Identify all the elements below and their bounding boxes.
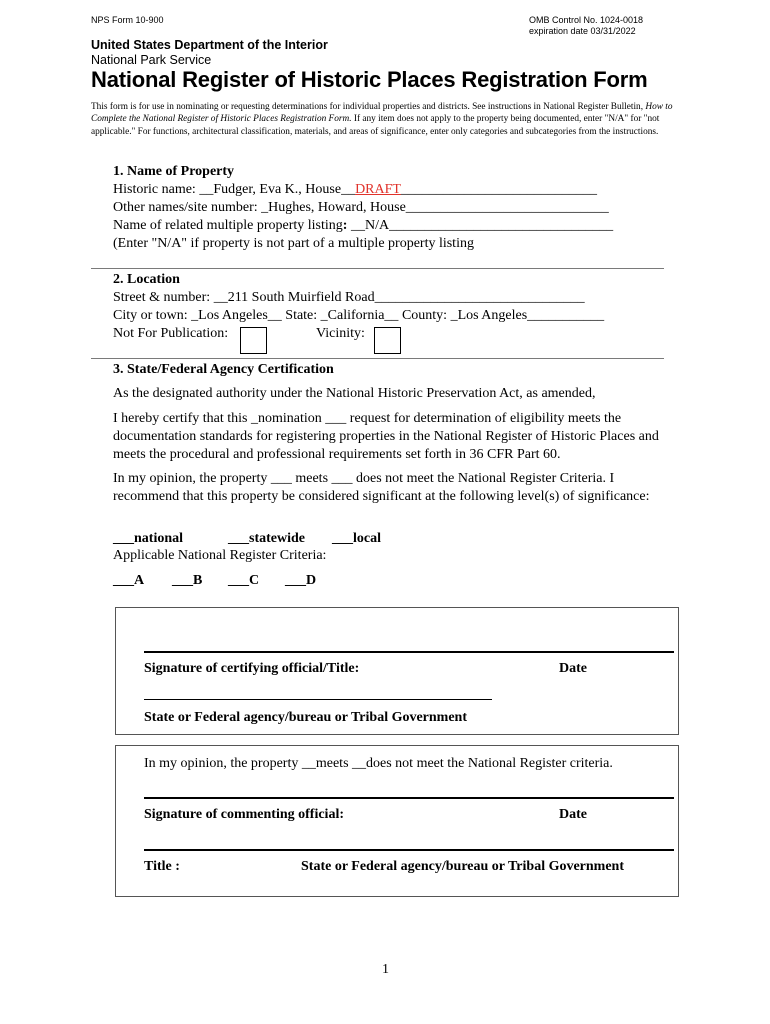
bulletin-title: How to Complete the National Register of Historic Places Registration Form.	[91, 102, 673, 125]
street-value: __211 South Muirfield Road	[213, 290, 375, 305]
criterion-a-option[interactable]: ___A	[113, 573, 145, 588]
vicinity-checkbox[interactable]	[374, 327, 401, 354]
county-field[interactable]: _Los Angeles___________	[450, 308, 605, 323]
street-fill: ______________________________	[374, 290, 585, 305]
certification-box	[115, 607, 679, 735]
related-listing-row	[113, 218, 613, 234]
commenting-opinion: In my opinion, the property __meets __does not meet the National Register criteria.	[144, 756, 613, 771]
criteria-label: Applicable National Register Criteria:	[113, 548, 327, 563]
commenting-agency-label: State or Federal agency/bureau or Tribal Government	[301, 859, 625, 874]
section-3-heading: 3. State/Federal Agency Certification	[113, 362, 334, 377]
certifying-agency-line[interactable]	[144, 699, 492, 700]
omb-block	[529, 15, 643, 37]
street-field[interactable]	[214, 290, 585, 305]
certifying-signature-line[interactable]	[144, 651, 674, 653]
historic-name-field[interactable]	[199, 182, 597, 197]
other-names-fill: _____________________________	[405, 200, 609, 215]
street-row	[113, 290, 585, 306]
city-field[interactable]: _Los Angeles__	[191, 308, 282, 323]
section-divider-1	[91, 268, 664, 269]
commenting-signature-label: Signature of commenting official:	[144, 807, 344, 822]
criterion-c-option[interactable]: ___C	[228, 573, 260, 588]
county-label: County:	[401, 308, 448, 323]
page-title: National Register of Historic Places Registration Form	[91, 67, 648, 92]
certifying-signature-label: Signature of certifying official/Title:	[144, 661, 360, 676]
other-names-row	[113, 200, 609, 216]
street-label: Street & number:	[113, 290, 211, 305]
related-listing-fill: ________________________________	[389, 218, 614, 233]
related-listing-note: (Enter "N/A" if property is not part of a multiple property listing	[113, 236, 474, 251]
historic-name-label: Historic name:	[113, 182, 196, 197]
level-national-option[interactable]: ___national	[113, 531, 184, 546]
not-for-publication-checkbox[interactable]	[240, 327, 267, 354]
certification-statement: I hereby certify that this _nomination ___ request for determination of eligibility meets the documentation standards for registering properties in the National Register of Historic Places and meets the procedural and professional requirements set forth in 36 CFR Part 60.	[113, 411, 659, 462]
historic-name-row	[113, 182, 597, 198]
historic-name-value: __Fudger, Eva K., House__	[199, 182, 356, 197]
page-number: 1	[382, 962, 389, 977]
expiration-date: expiration date 03/31/2022	[529, 26, 636, 36]
opinion-statement: In my opinion, the property ___ meets ___ does not meet the National Register Criteria. I recommend that this property be considered significant at the following level(s) of significance:	[113, 471, 650, 504]
commenting-signature-line[interactable]	[144, 797, 674, 799]
related-listing-value: __N/A	[350, 218, 390, 233]
department-name: United States Department of the Interior	[91, 38, 328, 52]
state-field[interactable]: _California__	[320, 308, 399, 323]
intro-text-1: This form is for use in nominating or requesting determinations for individual properties and districts. See instructions in National Register Bulletin,	[91, 102, 646, 112]
other-names-label: Other names/site number:	[113, 200, 258, 215]
certifying-date-label: Date	[559, 661, 587, 676]
city-state-county-row	[113, 308, 604, 324]
criterion-b-option[interactable]: ___B	[172, 573, 203, 588]
authority-statement: As the designated authority under the National Historic Preservation Act, as amended,	[113, 386, 596, 401]
certifying-agency-label: State or Federal agency/bureau or Tribal Government	[144, 710, 468, 725]
service-name: National Park Service	[91, 53, 212, 67]
section-1-heading: 1. Name of Property	[113, 164, 235, 179]
state-label: State:	[285, 308, 318, 323]
level-local-option[interactable]: ___local	[332, 531, 381, 546]
related-listing-colon: :	[342, 218, 348, 233]
other-names-value: _Hughes, Howard, House	[261, 200, 406, 215]
section-divider-2	[91, 358, 664, 359]
draft-watermark: DRAFT	[355, 182, 401, 197]
historic-name-fill: ____________________________	[400, 182, 597, 197]
commenting-title-line[interactable]	[144, 849, 674, 851]
other-names-field[interactable]	[261, 200, 609, 215]
level-statewide-option[interactable]: ___statewide	[228, 531, 305, 546]
intro-instructions	[91, 101, 691, 138]
intro-text-2: If any item does not apply to the property being documented, enter "N/A" for "not applicable." For functions, architectural classification, materials, and areas of significance, enter only categories and subcategories from the instructions.	[91, 114, 660, 137]
commenting-title-label: Title :	[144, 859, 180, 874]
form-id: NPS Form 10-900	[91, 15, 164, 25]
city-label: City or town:	[113, 308, 188, 323]
commenting-box	[115, 745, 679, 897]
omb-control-number: OMB Control No. 1024-0018	[529, 15, 644, 25]
section-2-heading: 2. Location	[113, 272, 180, 287]
criterion-d-option[interactable]: ___D	[285, 573, 317, 588]
commenting-date-label: Date	[559, 807, 587, 822]
not-for-publication-label: Not For Publication:	[113, 326, 229, 341]
vicinity-label: Vicinity:	[316, 326, 365, 341]
related-listing-label: Name of related multiple property listing	[113, 218, 343, 233]
related-listing-field[interactable]	[351, 218, 613, 233]
